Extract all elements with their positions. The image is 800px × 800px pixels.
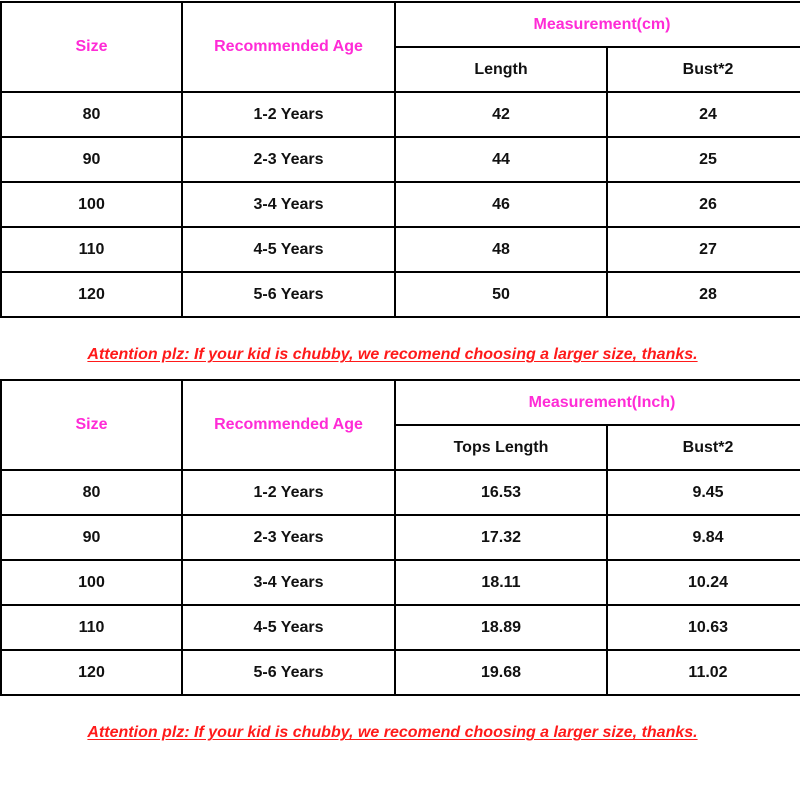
table-row bbox=[1, 560, 800, 605]
age-cell: 5-6 Years bbox=[182, 272, 395, 317]
length-cell: 46 bbox=[395, 182, 607, 227]
attention-notice: Attention plz: If your kid is chubby, we recomend choosing a larger size, thanks. bbox=[87, 724, 698, 741]
size-cell: 100 bbox=[1, 560, 182, 605]
size-cell: 110 bbox=[1, 605, 182, 650]
age-cell: 2-3 Years bbox=[182, 137, 395, 182]
bust-cell: 27 bbox=[607, 227, 800, 272]
bust-cell: 10.24 bbox=[607, 560, 800, 605]
length-cell: 50 bbox=[395, 272, 607, 317]
bust-header: Bust*2 bbox=[607, 425, 800, 470]
age-cell: 2-3 Years bbox=[182, 515, 395, 560]
bust-cell: 28 bbox=[607, 272, 800, 317]
length-cell: 18.11 bbox=[395, 560, 607, 605]
size-header: Size bbox=[1, 380, 182, 470]
table-row bbox=[1, 227, 800, 272]
age-cell: 3-4 Years bbox=[182, 182, 395, 227]
length-header: Length bbox=[395, 47, 607, 92]
table-row bbox=[1, 272, 800, 317]
size-cell: 80 bbox=[1, 470, 182, 515]
length-cell: 18.89 bbox=[395, 605, 607, 650]
tops-length-header: Tops Length bbox=[395, 425, 607, 470]
table-row bbox=[1, 605, 800, 650]
bust-cell: 24 bbox=[607, 92, 800, 137]
size-chart-cm bbox=[0, 1, 800, 318]
length-cell: 48 bbox=[395, 227, 607, 272]
size-cell: 90 bbox=[1, 515, 182, 560]
length-cell: 17.32 bbox=[395, 515, 607, 560]
length-cell: 42 bbox=[395, 92, 607, 137]
age-cell: 1-2 Years bbox=[182, 92, 395, 137]
size-cell: 90 bbox=[1, 137, 182, 182]
header-row bbox=[1, 2, 800, 47]
bust-header: Bust*2 bbox=[607, 47, 800, 92]
age-cell: 1-2 Years bbox=[182, 470, 395, 515]
age-header: Recommended Age bbox=[182, 380, 395, 470]
size-cell: 120 bbox=[1, 650, 182, 695]
length-cell: 19.68 bbox=[395, 650, 607, 695]
table-row bbox=[1, 515, 800, 560]
table-row bbox=[1, 470, 800, 515]
table-row bbox=[1, 137, 800, 182]
bust-cell: 9.84 bbox=[607, 515, 800, 560]
attention-notice: Attention plz: If your kid is chubby, we recomend choosing a larger size, thanks. bbox=[87, 346, 698, 363]
table-row bbox=[1, 182, 800, 227]
size-cell: 80 bbox=[1, 92, 182, 137]
age-cell: 4-5 Years bbox=[182, 605, 395, 650]
bust-cell: 26 bbox=[607, 182, 800, 227]
size-cell: 110 bbox=[1, 227, 182, 272]
length-cell: 44 bbox=[395, 137, 607, 182]
size-header: Size bbox=[1, 2, 182, 92]
bust-cell: 10.63 bbox=[607, 605, 800, 650]
bust-cell: 25 bbox=[607, 137, 800, 182]
size-chart-inch bbox=[0, 379, 800, 696]
header-row bbox=[1, 380, 800, 425]
bust-cell: 11.02 bbox=[607, 650, 800, 695]
size-cell: 100 bbox=[1, 182, 182, 227]
age-cell: 4-5 Years bbox=[182, 227, 395, 272]
size-cell: 120 bbox=[1, 272, 182, 317]
age-cell: 3-4 Years bbox=[182, 560, 395, 605]
table-row bbox=[1, 650, 800, 695]
age-cell: 5-6 Years bbox=[182, 650, 395, 695]
table-row bbox=[1, 92, 800, 137]
bust-cell: 9.45 bbox=[607, 470, 800, 515]
measurement-header: Measurement(Inch) bbox=[395, 380, 800, 425]
measurement-header: Measurement(cm) bbox=[395, 2, 800, 47]
length-cell: 16.53 bbox=[395, 470, 607, 515]
age-header: Recommended Age bbox=[182, 2, 395, 92]
